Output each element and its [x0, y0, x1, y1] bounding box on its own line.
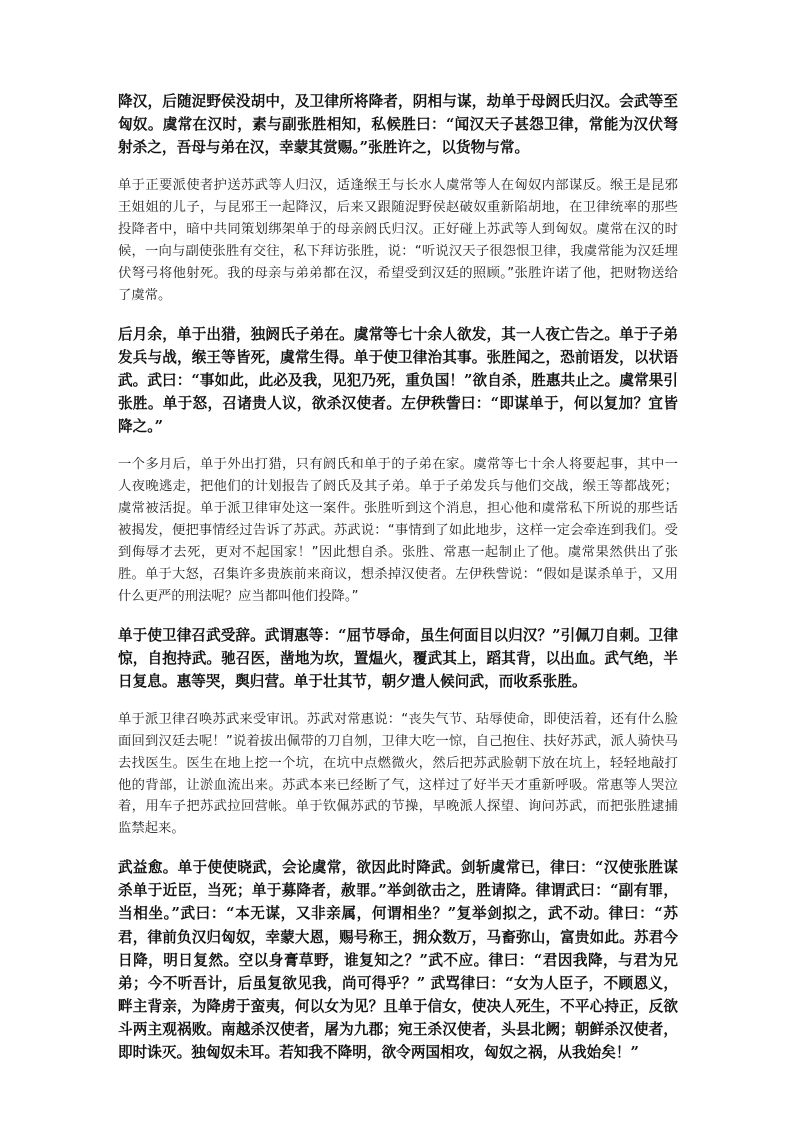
original-text-paragraph: 降汉，后随浞野侯没胡中，及卫律所将降者，阴相与谋，劫单于母阏氏归汉。会武等至匈奴。虞常在汉时，素与副张胜相知，私候胜曰：“闻汉天子甚怨卫律，常能为汉伏弩射杀之，吾母与弟在汉，幸蒙其赏赐。”张胜许之，以货物与常。	[118, 93, 678, 157]
original-text-paragraph: 后月余，单于出猎，独阏氏子弟在。虞常等七十余人欲发，其一人夜亡告之。单于子弟发兵与战，缑王等皆死，虞常生得。单于使卫律治其事。张胜闻之，恐前语发，以状语武。武曰：“事如此，此必及我，见犯乃死，重负国！”欲自杀，胜惠共止之。虞常果引张胜。单于怒，召诸贵人议，欲杀汉使者。左伊秩訾曰：“即谋单于，何以复加？宜皆降之。”	[118, 325, 678, 436]
document-page	[118, 90, 678, 1080]
translation-paragraph: 一个多月后，单于外出打猎，只有阏氏和单于的子弟在家。虞常等七十余人将要起事，其中一人夜晚逃走，把他们的计划报告了阏氏及其子弟。单于子弟发兵与他们交战，缑王等都战死；虞常被活捉。单于派卫律审处这一案件。张胜听到这个消息，担心他和虞常私下所说的那些话被揭发，便把事情经过告诉了苏武。苏武说：“事情到了如此地步，这样一定会牵连到我们。受到侮辱才去死，更对不起国家！”因此想自杀。张胜、常惠一起制止了他。虞常果然供出了张胜。单于大怒，召集许多贵族前来商议，想杀掉汉使者。左伊秩訾说：“假如是谋杀单于，又用什么更严的刑法呢？应当都叫他们投降。”	[118, 457, 678, 604]
original-text-paragraph: 单于使卫律召武受辞。武谓惠等：“屈节辱命，虽生何面目以归汉？”引佩刀自刺。卫律惊，自抱持武。驰召医，凿地为坎，置煴火，覆武其上，蹈其背，以出血。武气绝，半日复息。惠等哭，舆归营。单于壮其节，朝夕遣人候问武，而收系张胜。	[118, 626, 678, 690]
original-text-paragraph: 武益愈。单于使使晓武，会论虞常，欲因此时降武。剑斩虞常已，律曰：“汉使张胜谋杀单于近臣，当死；单于募降者，赦罪。”举剑欲击之，胜请降。律谓武曰：“副有罪，当相坐。”武曰：“本无谋，又非亲属，何谓相坐？”复举剑拟之，武不动。律曰：“苏君，律前负汉归匈奴，幸蒙大恩，赐号称王，拥众数万，马畜弥山，富贵如此。苏君今日降，明日复然。空以身膏草野，谁复知之？”武不应。律曰：“君因我降，与君为兄弟；今不听吾计，后虽复欲见我，尚可得乎？” 武骂律曰：“女为人臣子，不顾恩义，畔主背亲，为降虏于蛮夷，何以女为见？且单于信女，使决人死生，不平心持正，反欲斗两主观祸败。南越杀汉使者，屠为九郡；宛王杀汉使者，头县北阙；朝鲜杀汉使者，即时诛灭。独匈奴未耳。若知我不降明，欲令两国相攻，匈奴之祸，从我始矣！”	[118, 859, 678, 1061]
translation-paragraph: 单于派卫律召唤苏武来受审讯。苏武对常惠说：“丧失气节、玷辱使命，即使活着，还有什么脸面回到汉廷去呢！”说着拔出佩带的刀自刎，卫律大吃一惊，自己抱住、扶好苏武，派人骑快马去找医生。医生在地上挖一个坑，在坑中点燃微火，然后把苏武脸朝下放在坑上，轻轻地敲打他的背部，让淤血流出来。苏武本来已经断了气，这样过了好半天才重新呼吸。常惠等人哭泣着，用车子把苏武拉回营帐。单于钦佩苏武的节操，早晚派人探望、询问苏武，而把张胜逮捕监禁起来。	[118, 711, 678, 837]
translation-paragraph: 单于正要派使者护送苏武等人归汉，适逢缑王与长水人虞常等人在匈奴内部谋反。缑王是昆邪王姐姐的儿子，与昆邪王一起降汉，后来又跟随浞野侯赵破奴重新陷胡地，在卫律统率的那些投降者中，暗中共同策划绑架单于的母亲阏氏归汉。正好碰上苏武等人到匈奴。虞常在汉的时候，一向与副使张胜有交往，私下拜访张胜，说：“听说汉天子很怨恨卫律，我虞常能为汉廷埋伏弩弓将他射死。我的母亲与弟弟都在汉，希望受到汉廷的照顾。”张胜许诺了他，把财物送给了虞常。	[118, 178, 678, 303]
